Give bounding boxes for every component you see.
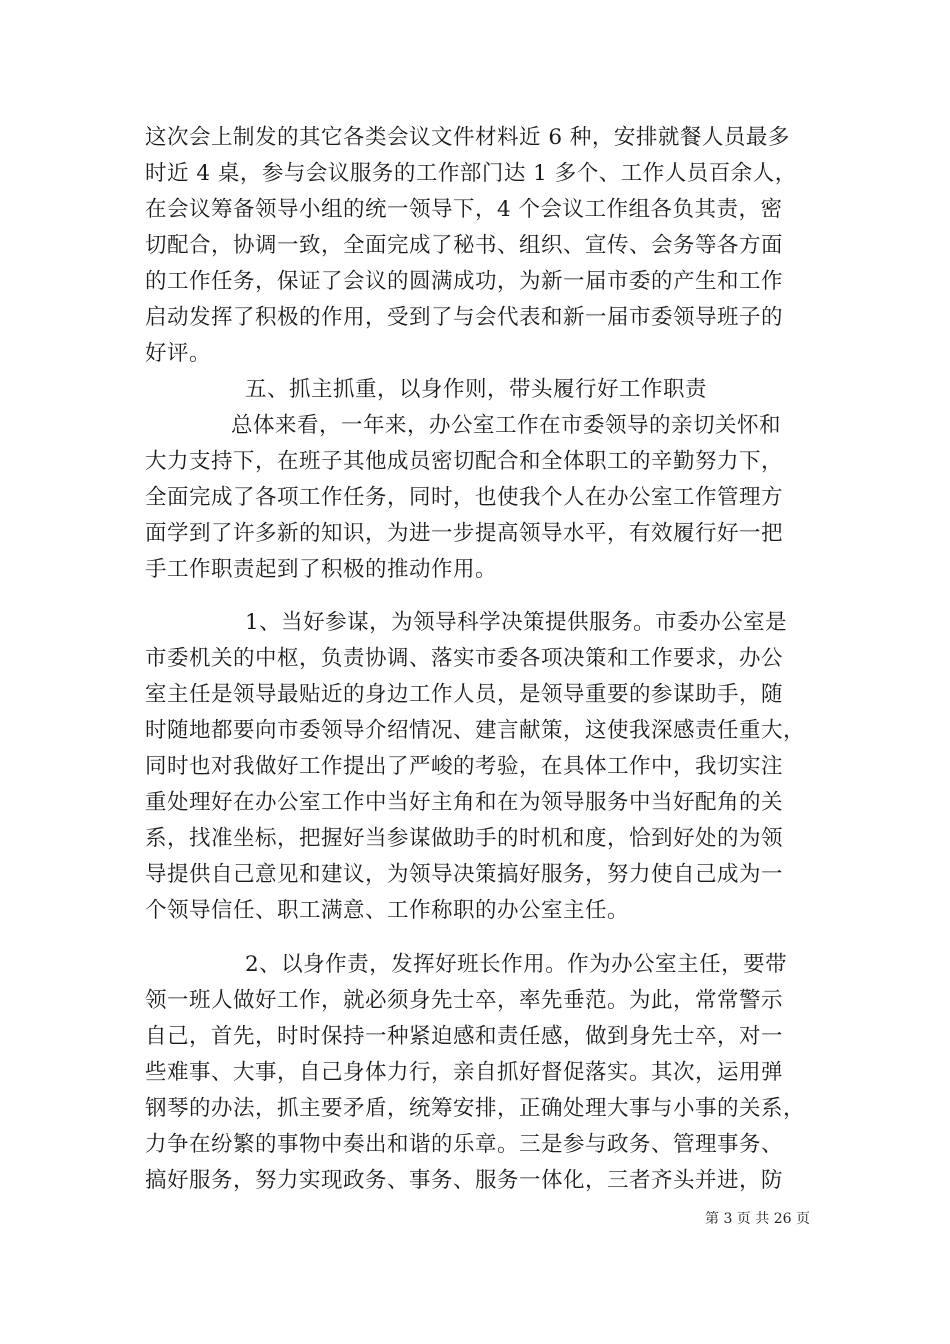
section-heading: 五、抓主抓重，以身作则，带头履行好工作职责	[245, 377, 708, 402]
text-line: 面学到了许多新的知识，为进一步提高领导水平，有效履行好一把	[145, 521, 784, 546]
text-line: 大力支持下，在班子其他成员密切配合和全体职工的辛勤努力下，	[145, 449, 784, 474]
text-line: 自己，首先，时时保持一种紧迫感和责任感，做到身先士卒，对一	[145, 1024, 784, 1049]
text-line: 启动发挥了积极的作用，受到了与会代表和新一届市委领导班子的	[145, 305, 784, 330]
text-line: 的工作任务，保证了会议的圆满成功，为新一届市委的产生和工作	[145, 269, 784, 294]
page-number: 第 3 页 共 26 页	[705, 1211, 810, 1227]
text-line: 1、当好参谋，为领导科学决策提供服务。市委办公室是	[245, 610, 788, 635]
text-line: 全面完成了各项工作任务，同时，也使我个人在办公室工作管理方	[145, 485, 784, 510]
text-line: 2、以身作责，发挥好班长作用。作为办公室主任，要带	[245, 952, 788, 977]
text-line: 搞好服务，努力实现政务、事务、服务一体化，三者齐头并进，防	[145, 1168, 784, 1193]
text-line: 切配合，协调一致，全面完成了秘书、组织、宣传、会务等各方面	[145, 233, 784, 258]
text-line: 导提供自己意见和建议，为领导决策搞好服务，努力使自己成为一	[145, 862, 784, 887]
text-line: 同时也对我做好工作提出了严峻的考验，在具体工作中，我切实注	[145, 754, 784, 779]
text-line: 在会议筹备领导小组的统一领导下，4 个会议工作组各负其责，密	[145, 197, 783, 222]
text-line: 时近 4 桌，参与会议服务的工作部门达 1 多个、工作人员百余人，	[145, 161, 797, 186]
text-line: 市委机关的中枢，负责协调、落实市委各项决策和工作要求，办公	[145, 646, 784, 671]
text-line: 重处理好在办公室工作中当好主角和在为领导服务中当好配角的关	[145, 790, 784, 815]
text-line: 室主任是领导最贴近的身边工作人员，是领导重要的参谋助手，随	[145, 682, 784, 707]
text-line: 这次会上制发的其它各类会议文件材料近 6 种，安排就餐人员最多	[145, 125, 790, 150]
text-line: 手工作职责起到了积极的推动作用。	[145, 557, 498, 582]
text-line: 总体来看，一年来，办公室工作在市委领导的亲切关怀和	[231, 413, 782, 438]
text-line: 力争在纷繁的事物中奏出和谐的乐章。三是参与政务、管理事务、	[145, 1132, 784, 1157]
text-line: 系，找准坐标，把握好当参谋做助手的时机和度，恰到好处的为领	[145, 826, 784, 851]
text-line: 时随地都要向市委领导介绍情况、建言献策，这使我深感责任重大，	[145, 718, 806, 743]
text-line: 个领导信任、职工满意、工作称职的办公室主任。	[145, 898, 630, 923]
text-line: 些难事、大事，自己身体力行，亲自抓好督促落实。其次，运用弹	[145, 1060, 784, 1085]
text-line: 领一班人做好工作，就必须身先士卒，率先垂范。为此，常常警示	[145, 988, 784, 1013]
text-line: 好评。	[145, 341, 212, 366]
text-line: 钢琴的办法，抓主要矛盾，统筹安排，正确处理大事与小事的关系，	[145, 1096, 806, 1121]
